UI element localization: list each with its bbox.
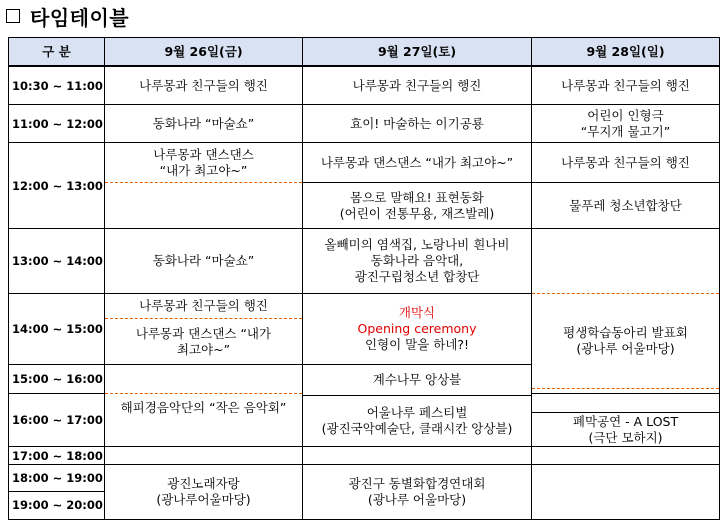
event-cell: 나루몽과 친구들의 행진 <box>532 66 720 104</box>
event-cell <box>105 319 303 365</box>
event-line: (광나루 어울마당) <box>576 341 675 357</box>
timetable <box>8 37 720 520</box>
time-cell: 17:00 ~ 18:00 <box>9 447 105 465</box>
event-line: 광진구립청소년 합창단 <box>354 269 480 285</box>
event-line: 어울나루 페스티벌 <box>366 405 468 421</box>
event-line: 광진구 동별화합경연대회 <box>348 476 486 492</box>
event-cell: 동화나라 “마술쇼” <box>105 229 303 294</box>
event-cell <box>532 105 720 143</box>
event-cell <box>105 465 303 520</box>
event-line: 동화나라 음악대, <box>370 253 464 269</box>
event-line: (광나루 어울마당) <box>367 492 467 508</box>
event-cell: 동화나라 “마술쇼” <box>105 105 303 143</box>
event-line: “내가 최고야~” <box>159 162 248 178</box>
event-line: 인형이 말을 하네?! <box>364 337 470 353</box>
empty-cell <box>105 364 303 393</box>
checkbox-square-icon <box>6 9 20 23</box>
table-row <box>9 105 720 143</box>
event-line: “무지개 물고기” <box>580 123 671 139</box>
event-cell <box>303 182 532 229</box>
event-line: 광진노래자랑 <box>167 476 240 492</box>
event-cell: 계수나무 앙상블 <box>303 364 532 395</box>
time-cell: 15:00 ~ 16:00 <box>9 364 105 393</box>
event-line: 평생학습동아리 발표회 <box>563 325 688 341</box>
event-cell: 나루몽과 친구들의 행진 <box>105 294 303 319</box>
event-line: 올빼미의 염색집, 노랑나비 흰나비 <box>324 237 510 253</box>
header-row <box>9 38 720 67</box>
empty-cell <box>105 182 303 229</box>
event-cell <box>105 143 303 182</box>
empty-cell <box>532 393 720 413</box>
table-row <box>9 229 720 294</box>
event-cell: 물푸레 청소년합창단 <box>532 182 720 229</box>
event-line: 몸으로 말해요! 표현동화 <box>350 189 484 205</box>
empty-cell <box>303 447 532 465</box>
time-cell: 13:00 ~ 14:00 <box>9 229 105 294</box>
table-row <box>9 294 720 319</box>
empty-cell <box>105 447 303 465</box>
time-cell: 14:00 ~ 15:00 <box>9 294 105 364</box>
header-day1: 9월 26일(금) <box>105 38 303 67</box>
event-line: (극단 모하지) <box>588 429 663 445</box>
table-row <box>9 465 720 492</box>
event-cell: 효이! 마술하는 이기공룡 <box>303 105 532 143</box>
time-cell: 11:00 ~ 12:00 <box>9 105 105 143</box>
time-cell: 16:00 ~ 17:00 <box>9 393 105 447</box>
event-cell: 나루몽과 친구들의 행진 <box>532 143 720 182</box>
header-day2: 9월 27일(토) <box>303 38 532 67</box>
header-day3: 9월 28일(일) <box>532 38 720 67</box>
page-title <box>6 2 129 30</box>
event-cell: 해피경음악단의 “작은 음악회” <box>105 393 303 447</box>
empty-cell <box>532 447 720 465</box>
time-cell: 12:00 ~ 13:00 <box>9 143 105 229</box>
time-cell: 10:30 ~ 11:00 <box>9 66 105 104</box>
event-cell <box>303 229 532 294</box>
event-cell <box>303 294 532 364</box>
event-line: (광나루어울마당) <box>156 492 251 508</box>
table-row <box>9 447 720 465</box>
title-text: 타임테이블 <box>30 5 130 30</box>
event-line: (광진국악예술단, 클래시칸 앙상블) <box>321 421 513 437</box>
event-cell <box>532 294 720 388</box>
time-cell: 19:00 ~ 20:00 <box>9 491 105 519</box>
event-line: Opening ceremony <box>357 321 477 337</box>
event-cell <box>303 395 532 447</box>
event-cell <box>532 413 720 447</box>
event-line: 나루몽과 댄스댄스 “내가 <box>135 325 272 341</box>
event-line: 개막식 <box>398 305 436 321</box>
event-cell <box>303 465 532 520</box>
event-cell: 나루몽과 댄스댄스 “내가 최고야~” <box>303 143 532 182</box>
event-cell: 나루몽과 친구들의 행진 <box>303 66 532 104</box>
event-line: 나루몽과 댄스댄스 <box>153 146 254 162</box>
table-row <box>9 66 720 104</box>
empty-cell <box>532 465 720 520</box>
table-row <box>9 182 720 229</box>
time-cell: 18:00 ~ 19:00 <box>9 465 105 492</box>
empty-cell <box>532 229 720 294</box>
event-line: 어린이 인형극 <box>587 107 664 123</box>
header-gubun: 구 분 <box>9 38 105 67</box>
event-line: 최고야~” <box>176 341 231 357</box>
event-cell: 나루몽과 친구들의 행진 <box>105 66 303 104</box>
table-row <box>9 143 720 182</box>
event-line: (어린이 전통무용, 재즈발레) <box>339 205 495 221</box>
event-line: 폐막공연 - A LOST <box>572 413 679 429</box>
